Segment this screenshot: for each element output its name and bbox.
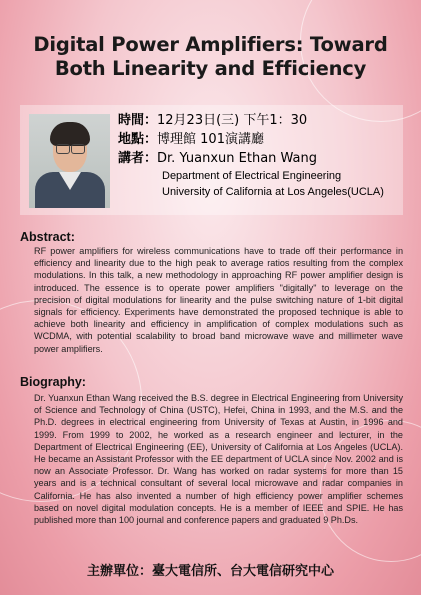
speaker-university: University of California at Los Angeles(UCLA) [162, 186, 384, 198]
speaker-name: Dr. Yuanxun Ethan Wang [157, 151, 318, 166]
time-label: 時間： [118, 113, 158, 128]
biography-heading: Biography: [20, 375, 86, 389]
speaker-label: 講者： [118, 151, 158, 166]
time-value: 12月23日(三) 下午1：30 [157, 113, 308, 128]
title-line-1: Digital Power Amplifiers: Toward [33, 33, 388, 56]
place-value: 博理館 101演講廳 [157, 132, 264, 147]
abstract-heading: Abstract: [20, 230, 75, 244]
organizer-footer: 主辦單位：臺大電信所、台大電信研究中心 [86, 564, 334, 579]
poster-title [0, 33, 421, 81]
title-line-2: Both Linearity and Efficiency [54, 57, 367, 80]
speaker-row [118, 151, 317, 167]
place-label: 地點： [118, 132, 158, 147]
place-row [118, 132, 264, 148]
time-row [118, 113, 307, 129]
speaker-photo [29, 114, 110, 208]
abstract-text: RF power amplifiers for wireless communications have to trade off their performance in efficiency and linearity due to the high peak to average ratios resulting from the complex modulations. In this talk, a new methodology in approaching RF power amplifier design is introduced. The essence is to operate power amplifiers "digitally" to leverage on the precision of digital modulations for linearity and the pulse switching nature of 1-bit digital signals for efficiency. Experiments have demonstrated the proposed technique is able to achieve both linearity and efficiency in amplification of complex modulations such as WCDMA, with potential scalability to broad band microwave wave and millimeter wave power amplifiers. [34, 246, 403, 354]
biography-text: Dr. Yuanxun Ethan Wang received the B.S. degree in Electrical Engineering from University of Science and Technology of China (USTC), Hefei, China in 1993, and the M.S. and the Ph.D. degrees in electrical engineering from University of Texas at Austin, in 1996 and 1999. From 1999 to 2002, he worked as a research engineer and lecturer, in the Department of Electrical Engineering (EE), University of California at Los Angeles (UCLA). He became an Assistant Professor with the EE department of UCLA since Nov. 2002 and is now an Associate Professor. Dr. Wang has worked on radar systems for more than 15 years and is a technical consultant of several local microwave and radar companies in California. He has also invented a number of high efficiency power amplifier schemes based on novel digital modulation concepts. He is a member of IEEE and SPIE. He has published more than 100 journal and conference papers and graduated 9 Ph.Ds. [34, 393, 403, 526]
speaker-department: Department of Electrical Engineering [162, 170, 342, 182]
